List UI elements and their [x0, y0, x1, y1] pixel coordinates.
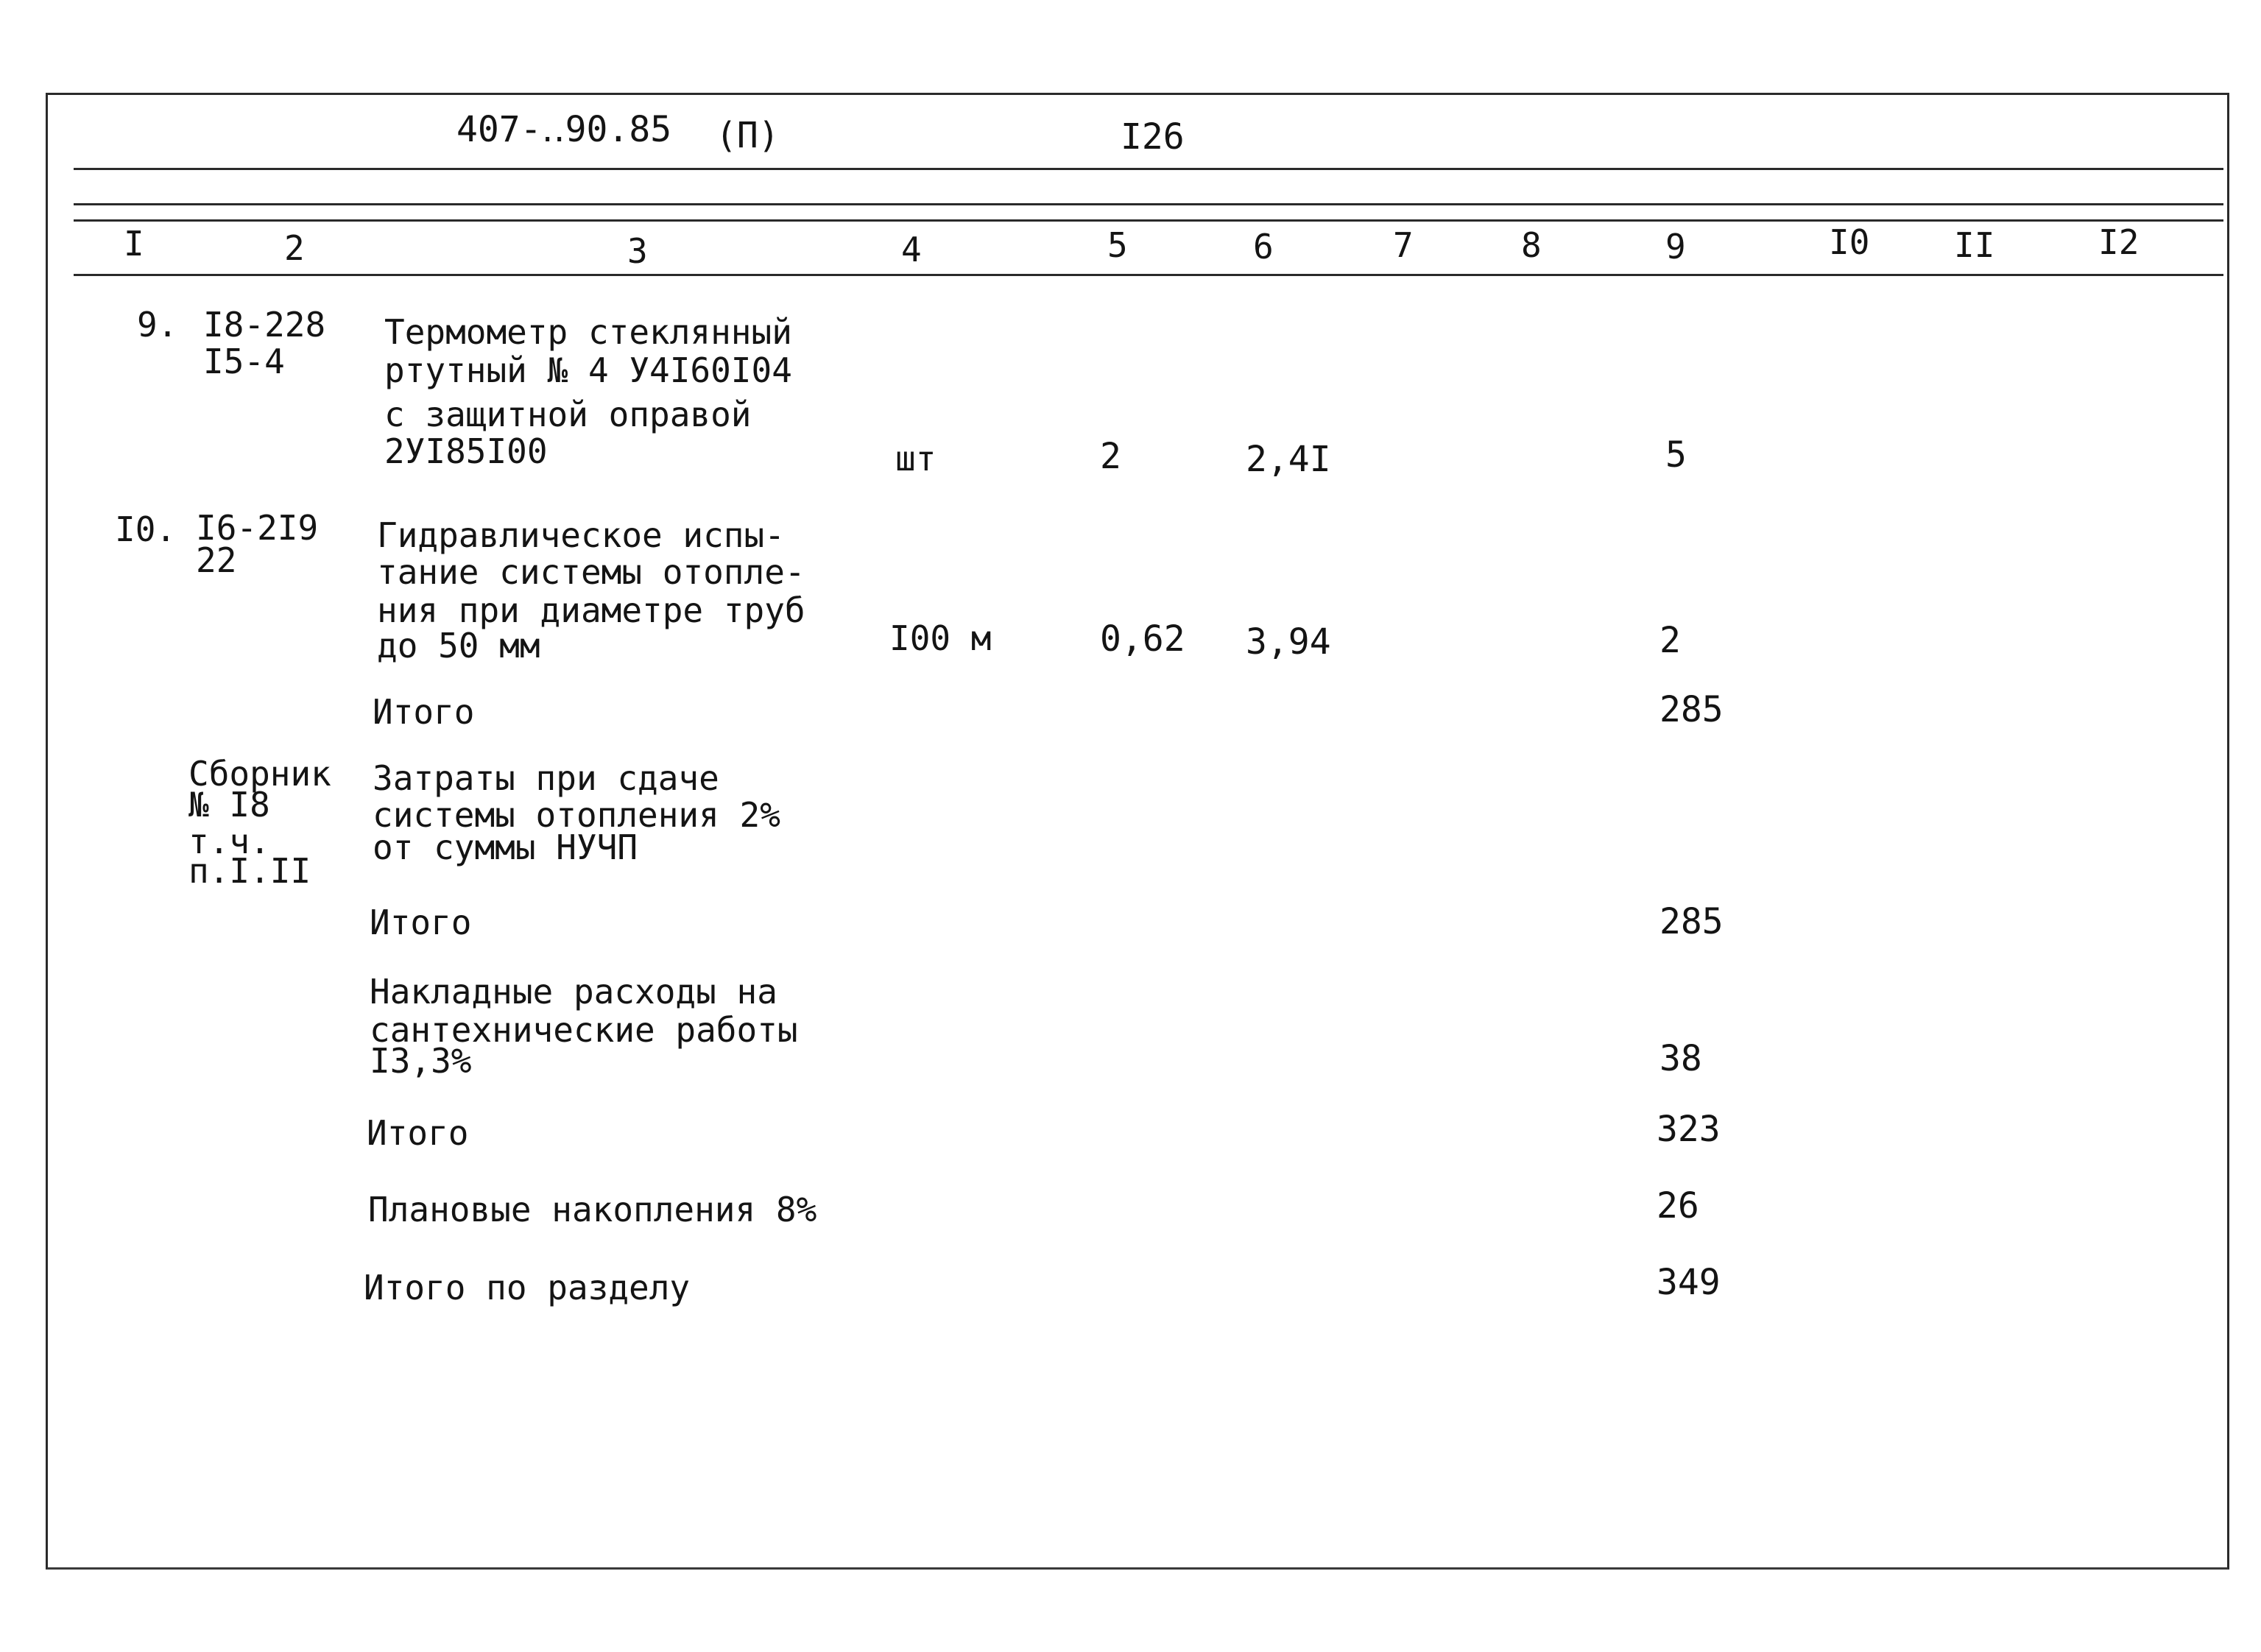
row-total: 2 — [1659, 620, 1681, 661]
row-description-line: с защитной оправой — [384, 395, 752, 434]
section-total-label: Итого по разделу — [364, 1268, 691, 1307]
document-code: 407-‥90.85 — [456, 109, 672, 150]
row-description-line: Термометр стеклянный — [384, 312, 792, 352]
subtotal-label: Итого — [373, 692, 475, 732]
row-code-line: I8-228 — [203, 305, 326, 345]
cost-description-line: системы отопления 2% — [373, 795, 780, 835]
document-part: (П) — [716, 115, 780, 156]
planned-savings-label: Плановые накопления 8% — [368, 1190, 817, 1229]
cost-description-line: Затраты при сдаче — [373, 758, 719, 798]
column-header-9: 9 — [1665, 227, 1686, 266]
column-header-rule — [74, 274, 2223, 276]
row-quantity: 0,62 — [1100, 618, 1185, 660]
overhead-description-line: I3,3% — [370, 1041, 472, 1081]
overhead-description-line: сантехнические работы — [370, 1010, 798, 1050]
row-number: 9. — [137, 305, 178, 345]
column-header-1: I — [124, 224, 144, 264]
subtotal-value: 285 — [1659, 689, 1724, 730]
subtotal-label: Итого — [370, 903, 472, 942]
row-total: 5 — [1665, 434, 1687, 476]
column-header-7: 7 — [1393, 225, 1414, 265]
column-header-5: 5 — [1107, 225, 1128, 265]
reference-code-line: п.I.II — [188, 851, 311, 891]
overhead-value: 38 — [1659, 1038, 1702, 1079]
row-description-line: ртутный № 4 У4I60I04 — [384, 350, 792, 390]
row-code-line: I5-4 — [203, 342, 285, 381]
subtotal-label: Итого — [367, 1113, 469, 1153]
row-price: 2,4I — [1246, 439, 1331, 480]
header-rule-1 — [74, 168, 2223, 170]
row-code-line: 22 — [196, 540, 237, 580]
row-description-line: до 50 мм — [377, 626, 540, 666]
page-number: I26 — [1121, 116, 1185, 158]
subtotal-value: 285 — [1659, 901, 1724, 942]
row-description-line: 2УI85I00 — [384, 431, 548, 471]
header-rule-2 — [74, 203, 2223, 205]
reference-code-line: т.ч. — [188, 822, 270, 861]
column-header-8: 8 — [1521, 225, 1542, 265]
column-header-4: 4 — [901, 230, 922, 269]
section-total-value: 349 — [1657, 1262, 1721, 1303]
subtotal-value: 323 — [1657, 1109, 1721, 1150]
row-quantity: 2 — [1100, 436, 1121, 477]
column-header-6: 6 — [1253, 227, 1274, 266]
header-rule-3 — [74, 219, 2223, 222]
column-header-12: I2 — [2098, 222, 2140, 262]
row-code-line: I6-2I9 — [196, 508, 319, 548]
planned-savings-value: 26 — [1657, 1185, 1699, 1226]
column-header-11: II — [1954, 225, 1995, 265]
cost-description-line: от суммы НУЧП — [373, 827, 638, 867]
overhead-description-line: Накладные расходы на — [370, 972, 777, 1012]
column-header-10: I0 — [1829, 222, 1870, 262]
row-price: 3,94 — [1246, 621, 1331, 663]
reference-code-line: Сборник — [188, 754, 331, 794]
row-description-line: Гидравлическое испы- — [377, 515, 785, 555]
row-unit: шт — [895, 439, 937, 479]
reference-code-line: № I8 — [188, 785, 270, 825]
row-description-line: ния при диаметре труб — [377, 590, 805, 630]
column-header-3: 3 — [627, 231, 648, 271]
row-description-line: тание системы отопле- — [377, 552, 805, 592]
row-number: I0. — [115, 509, 177, 549]
row-unit: I00 м — [889, 618, 992, 658]
column-header-2: 2 — [284, 228, 305, 268]
